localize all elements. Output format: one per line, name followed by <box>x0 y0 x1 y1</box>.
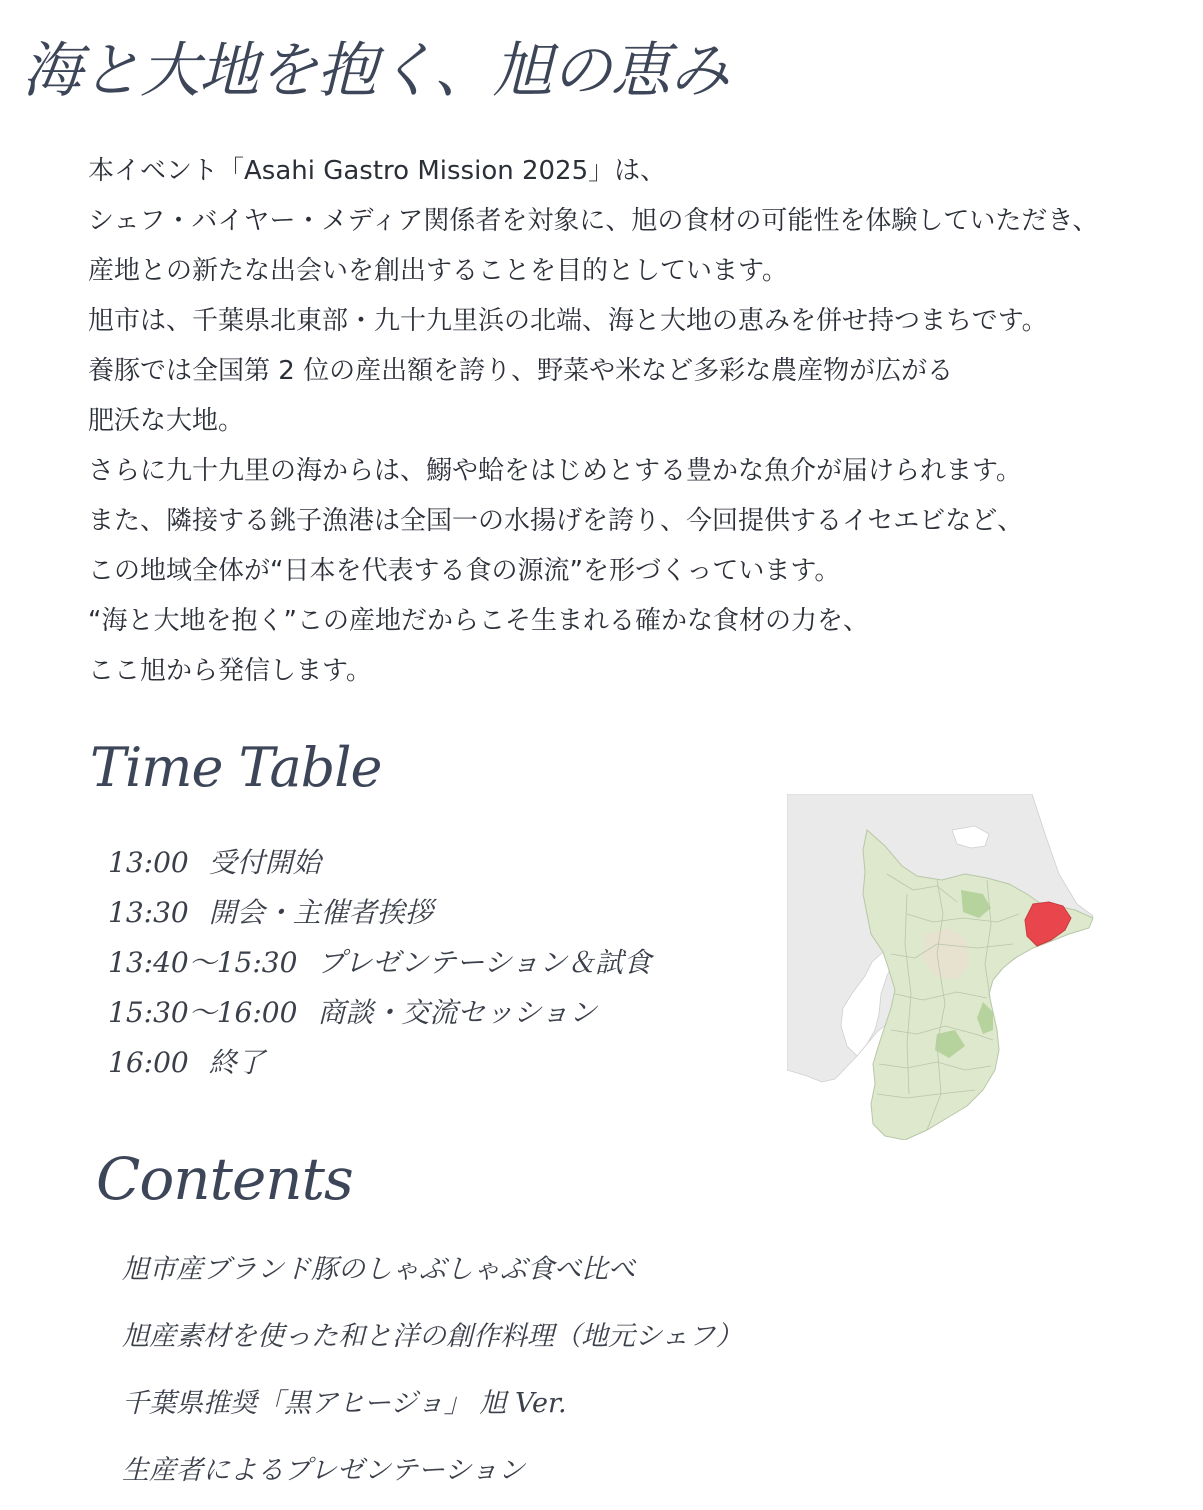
timetable-row <box>108 938 651 988</box>
intro-line: 本イベント「Asahi Gastro Mission 2025」は、 <box>88 156 667 186</box>
contents-item: 旭産素材を使った和と洋の創作料理（地元シェフ） <box>122 1321 743 1352</box>
intro-line: “海と大地を抱く”この産地だからこそ生まれる確かな食材の力を、 <box>88 606 869 636</box>
timetable-event: 受付開始 <box>208 846 321 879</box>
timetable-row <box>108 888 651 938</box>
timetable-time: 16:00 <box>108 1046 189 1079</box>
contents-item: 千葉県推奨「黒アヒージョ」 旭 Ver. <box>122 1388 567 1419</box>
intro-text <box>88 146 1193 696</box>
chiba-map <box>787 794 1109 1140</box>
timetable-time: 13:00 <box>108 846 189 879</box>
timetable-event: 開会・主催者挨拶 <box>208 896 433 929</box>
intro-line: ここ旭から発信します。 <box>88 656 372 686</box>
timetable-event: 商談・交流セッション <box>317 996 597 1029</box>
timetable-row <box>108 988 651 1038</box>
contents-heading: Contents <box>96 1145 353 1213</box>
timetable-list <box>108 838 651 1088</box>
timetable-time: 13:30 <box>108 896 189 929</box>
timetable-event: 終了 <box>208 1046 265 1079</box>
contents-list <box>122 1236 742 1504</box>
timetable-row <box>108 838 651 888</box>
timetable-heading: Time Table <box>90 736 382 799</box>
timetable-time: 13:40〜15:30 <box>108 946 298 979</box>
intro-line: 肥沃な大地。 <box>88 406 245 436</box>
asahi-city-highlight <box>1025 902 1071 946</box>
page-title: 海と大地を抱く、旭の恵み <box>22 36 729 106</box>
intro-line: 養豚では全国第 2 位の産出額を誇り、野菜や米など多彩な農産物が広がる <box>88 356 954 386</box>
intro-line: 旭市は、千葉県北東部・九十九里浜の北端、海と大地の恵みを併せ持つまちです。 <box>88 306 1048 336</box>
intro-line: また、隣接する銚子漁港は全国一の水揚げを誇り、今回提供するイセエビなど、 <box>88 506 1024 536</box>
timetable-row <box>108 1038 651 1088</box>
intro-line: この地域全体が“日本を代表する食の源流”を形づくっています。 <box>88 556 841 586</box>
contents-item: 旭市産ブランド豚のしゃぶしゃぶ食べ比べ <box>122 1254 635 1285</box>
intro-line: 産地との新たな出会いを創出することを目的としています。 <box>88 256 788 286</box>
intro-line: シェフ・バイヤー・メディア関係者を対象に、旭の食材の可能性を体験していただき、 <box>88 206 1099 236</box>
intro-line: さらに九十九里の海からは、鰯や蛤をはじめとする豊かな魚介が届けられます。 <box>88 456 1022 486</box>
timetable-time: 15:30〜16:00 <box>108 996 298 1029</box>
contents-item: 生産者によるプレゼンテーション <box>122 1455 525 1486</box>
timetable-event: プレゼンテーション＆試食 <box>317 946 652 979</box>
